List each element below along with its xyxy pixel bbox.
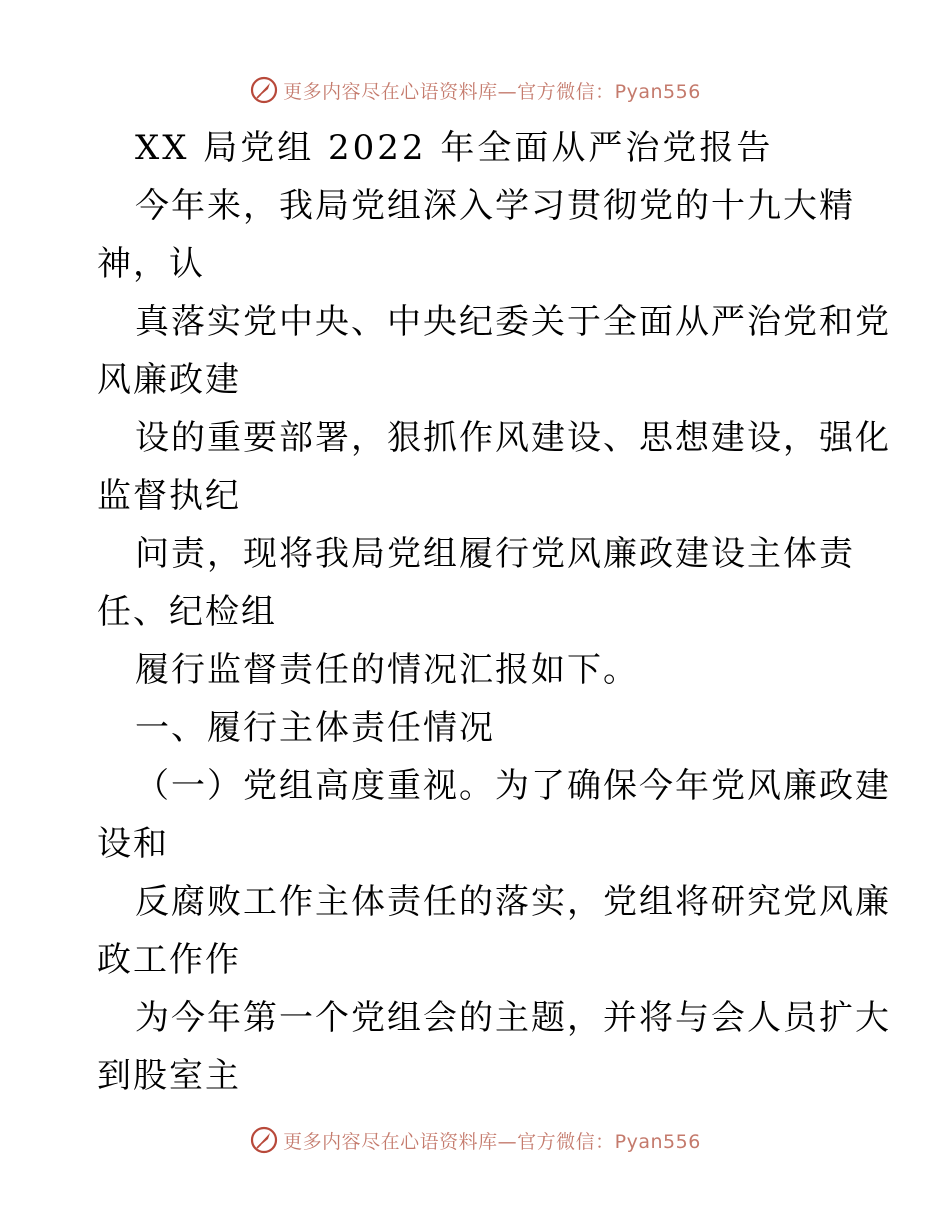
paragraph-line: 反腐败工作主体责任的落实，党组将研究党风廉: [135, 882, 891, 922]
paragraph-line: 神，认: [97, 244, 205, 284]
paragraph-line: 设和: [97, 824, 169, 864]
paragraph-line: 风廉政建: [97, 360, 241, 400]
section-heading: 一、履行主体责任情况: [135, 708, 495, 748]
paragraph-line: 设的重要部署，狠抓作风建设、思想建设，强化: [135, 418, 891, 458]
paragraph-line: 履行监督责任的情况汇报如下。: [135, 650, 639, 690]
paragraph-line: 到股室主: [97, 1056, 241, 1096]
paragraph-line: 监督执纪: [97, 476, 241, 516]
paragraph-line: 为今年第一个党组会的主题，并将与会人员扩大: [135, 998, 891, 1038]
paragraph-line: 今年来，我局党组深入学习贯彻党的十九大精: [135, 186, 855, 226]
paragraph-line: 真落实党中央、中央纪委关于全面从严治党和党: [135, 302, 891, 342]
document-title: XX 局党组 2022 年全面从严治党报告: [135, 128, 774, 168]
paragraph-line: 问责，现将我局党组履行党风廉政建设主体责: [135, 534, 855, 574]
header-watermark-banner: [0, 72, 950, 108]
watermark-text: 更多内容尽在心语资料库—官方微信：Pyan556: [283, 1130, 701, 1153]
paragraph-line: 政工作作: [97, 940, 241, 980]
quill-logo-icon: [249, 1125, 279, 1155]
watermark-text: 更多内容尽在心语资料库—官方微信：Pyan556: [283, 80, 701, 103]
paragraph-line: （一）党组高度重视。为了确保今年党风廉政建: [135, 766, 891, 806]
quill-logo-icon: [249, 75, 279, 105]
paragraph-line: 任、纪检组: [97, 592, 277, 632]
footer-watermark-banner: [0, 1122, 950, 1158]
